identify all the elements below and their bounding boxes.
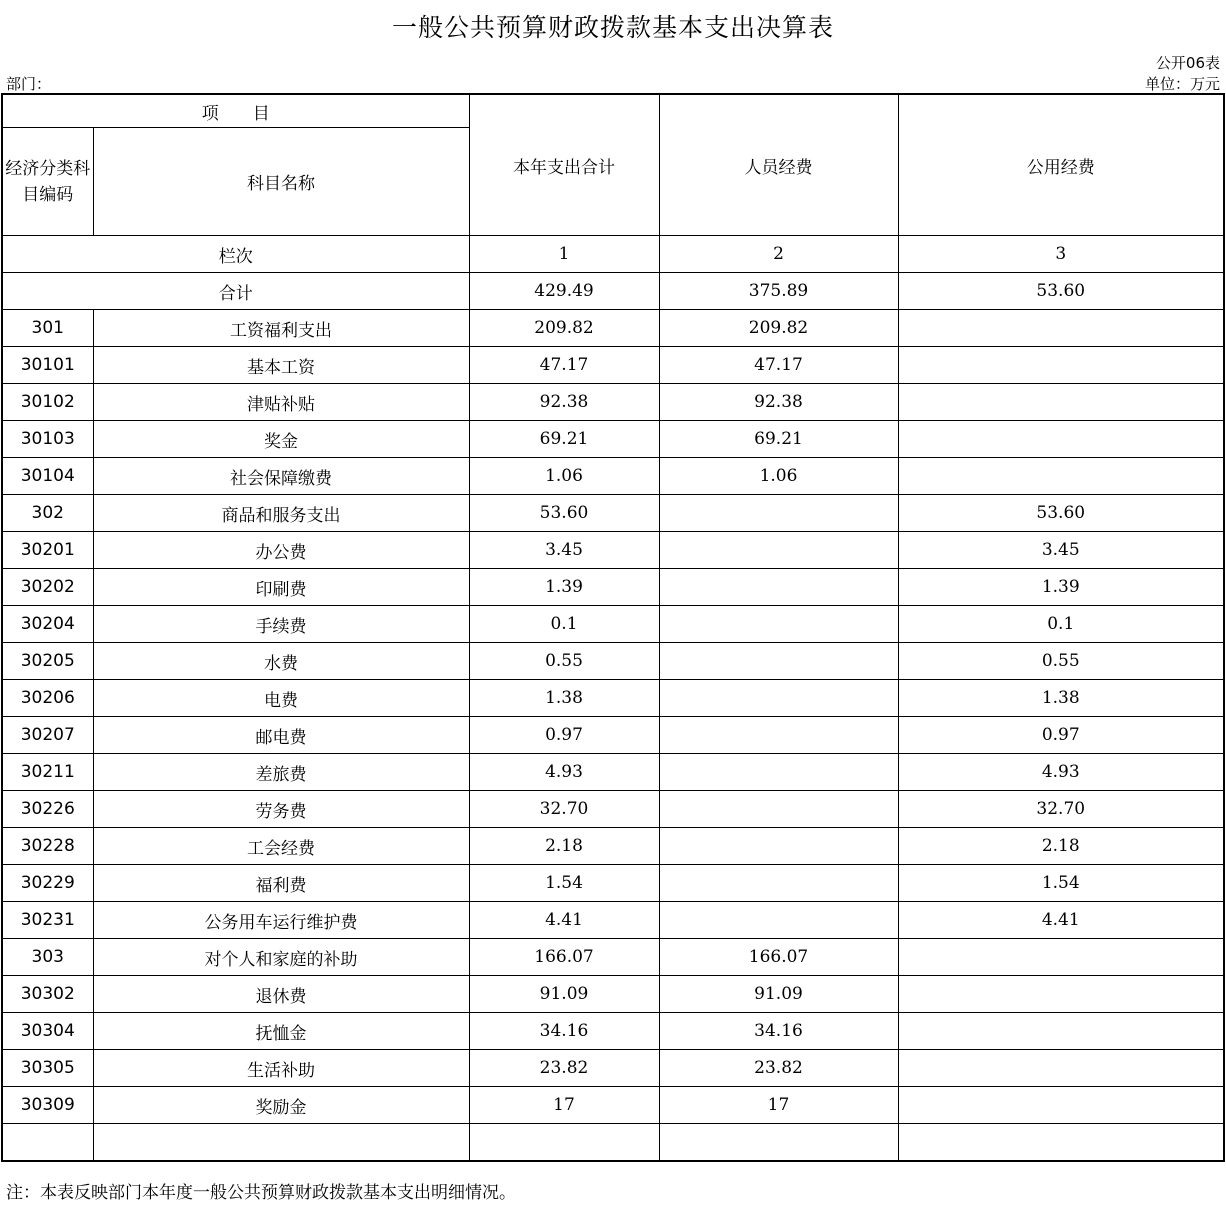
table-code: 公开06表: [1155, 54, 1220, 72]
row-name: 邮电费: [93, 717, 469, 754]
table-row: [2, 532, 1224, 569]
row-total: 17: [469, 1087, 659, 1124]
row-personnel: [659, 902, 898, 939]
row-public: [898, 1013, 1224, 1050]
row-public: [898, 310, 1224, 347]
row-personnel: 69.21: [659, 421, 898, 458]
row-code: 30229: [2, 865, 93, 902]
row-code: 30231: [2, 902, 93, 939]
row-personnel: [659, 569, 898, 606]
row-personnel: 23.82: [659, 1050, 898, 1087]
row-code: 30304: [2, 1013, 93, 1050]
row-total: 2.18: [469, 828, 659, 865]
table-row: [2, 902, 1224, 939]
sum-label: 合计: [2, 273, 469, 310]
row-public: 53.60: [898, 495, 1224, 532]
row-total: 4.41: [469, 902, 659, 939]
row-code: 30226: [2, 791, 93, 828]
row-personnel: [659, 717, 898, 754]
row-name: 津贴补贴: [93, 384, 469, 421]
unit-label: 单位：万元: [1144, 75, 1220, 93]
row-name: 福利费: [93, 865, 469, 902]
header-code: 经济分类科目编码: [2, 128, 93, 236]
blank-cell: [659, 1124, 898, 1162]
row-name: 奖金: [93, 421, 469, 458]
row-personnel: 166.07: [659, 939, 898, 976]
row-code: 30202: [2, 569, 93, 606]
page-title: 一般公共预算财政拨款基本支出决算表: [391, 13, 834, 42]
row-total: 92.38: [469, 384, 659, 421]
row-personnel: 209.82: [659, 310, 898, 347]
sum-total: 429.49: [469, 273, 659, 310]
table-row: [2, 1050, 1224, 1087]
row-code: 30204: [2, 606, 93, 643]
row-public: 4.93: [898, 754, 1224, 791]
header-name: 科目名称: [93, 128, 469, 236]
row-total: 1.39: [469, 569, 659, 606]
row-personnel: [659, 680, 898, 717]
row-code: 30102: [2, 384, 93, 421]
row-code: 30104: [2, 458, 93, 495]
row-personnel: [659, 828, 898, 865]
row-code: 30206: [2, 680, 93, 717]
row-personnel: 91.09: [659, 976, 898, 1013]
table-row: [2, 865, 1224, 902]
row-public: 3.45: [898, 532, 1224, 569]
table-row: [2, 976, 1224, 1013]
row-personnel: [659, 495, 898, 532]
blank-cell: [898, 1124, 1224, 1162]
row-total: 3.45: [469, 532, 659, 569]
row-code: 303: [2, 939, 93, 976]
row-total: 0.1: [469, 606, 659, 643]
row-total: 1.38: [469, 680, 659, 717]
row-name: 社会保障缴费: [93, 458, 469, 495]
row-public: 1.54: [898, 865, 1224, 902]
row-name: 劳务费: [93, 791, 469, 828]
row-public: [898, 939, 1224, 976]
row-personnel: [659, 754, 898, 791]
header-personnel: 人员经费: [659, 94, 898, 236]
row-code: 30207: [2, 717, 93, 754]
column-number-row: [2, 236, 1224, 273]
row-public: [898, 421, 1224, 458]
row-total: 34.16: [469, 1013, 659, 1050]
column-number-2: 2: [659, 236, 898, 273]
blank-cell: [469, 1124, 659, 1162]
sum-personnel: 375.89: [659, 273, 898, 310]
table-row: [2, 828, 1224, 865]
row-code: 30103: [2, 421, 93, 458]
table-row: [2, 643, 1224, 680]
row-name: 电费: [93, 680, 469, 717]
row-personnel: 47.17: [659, 347, 898, 384]
row-public: [898, 976, 1224, 1013]
row-total: 47.17: [469, 347, 659, 384]
row-name: 对个人和家庭的补助: [93, 939, 469, 976]
header-row-1: [2, 94, 1224, 128]
row-name: 奖励金: [93, 1087, 469, 1124]
blank-cell: [93, 1124, 469, 1162]
row-code: 302: [2, 495, 93, 532]
row-personnel: 34.16: [659, 1013, 898, 1050]
row-name: 抚恤金: [93, 1013, 469, 1050]
row-total: 1.06: [469, 458, 659, 495]
sum-public: 53.60: [898, 273, 1224, 310]
row-public: 0.1: [898, 606, 1224, 643]
row-public: [898, 384, 1224, 421]
row-personnel: [659, 791, 898, 828]
row-personnel: [659, 532, 898, 569]
row-personnel: [659, 865, 898, 902]
table-row: [2, 458, 1224, 495]
table-row: [2, 1087, 1224, 1124]
table-row: [2, 1013, 1224, 1050]
column-number-1: 1: [469, 236, 659, 273]
row-total: 32.70: [469, 791, 659, 828]
sum-row: [2, 273, 1224, 310]
row-name: 差旅费: [93, 754, 469, 791]
row-code: 30309: [2, 1087, 93, 1124]
row-public: 32.70: [898, 791, 1224, 828]
table-note: 注：本表反映部门本年度一般公共预算财政拨款基本支出明细情况。: [6, 1183, 516, 1203]
row-code: 30305: [2, 1050, 93, 1087]
row-total: 23.82: [469, 1050, 659, 1087]
row-public: [898, 347, 1224, 384]
column-number-label: 栏次: [2, 236, 469, 273]
row-code: 301: [2, 310, 93, 347]
row-public: 1.38: [898, 680, 1224, 717]
row-total: 4.93: [469, 754, 659, 791]
row-public: [898, 458, 1224, 495]
row-name: 基本工资: [93, 347, 469, 384]
row-public: 4.41: [898, 902, 1224, 939]
department-label: 部门：: [6, 75, 52, 93]
row-total: 69.21: [469, 421, 659, 458]
column-number-3: 3: [898, 236, 1224, 273]
row-public: 0.55: [898, 643, 1224, 680]
blank-row: [2, 1124, 1224, 1162]
row-name: 商品和服务支出: [93, 495, 469, 532]
row-total: 91.09: [469, 976, 659, 1013]
row-code: 30211: [2, 754, 93, 791]
row-personnel: [659, 643, 898, 680]
row-name: 水费: [93, 643, 469, 680]
row-total: 0.55: [469, 643, 659, 680]
row-name: 办公费: [93, 532, 469, 569]
row-name: 手续费: [93, 606, 469, 643]
row-public: [898, 1087, 1224, 1124]
table-row: [2, 347, 1224, 384]
row-public: 2.18: [898, 828, 1224, 865]
row-code: 30302: [2, 976, 93, 1013]
row-public: 0.97: [898, 717, 1224, 754]
table-row: [2, 310, 1224, 347]
row-personnel: 1.06: [659, 458, 898, 495]
row-name: 生活补助: [93, 1050, 469, 1087]
row-total: 166.07: [469, 939, 659, 976]
table-row: [2, 939, 1224, 976]
header-public: 公用经费: [898, 94, 1224, 236]
row-personnel: 92.38: [659, 384, 898, 421]
header-total: 本年支出合计: [469, 94, 659, 236]
table-row: [2, 606, 1224, 643]
row-code: 30205: [2, 643, 93, 680]
table-row: [2, 421, 1224, 458]
row-personnel: 17: [659, 1087, 898, 1124]
table-row: [2, 384, 1224, 421]
table-row: [2, 717, 1224, 754]
expenditure-table: [1, 93, 1225, 1162]
row-code: 30201: [2, 532, 93, 569]
row-name: 工资福利支出: [93, 310, 469, 347]
row-code: 30101: [2, 347, 93, 384]
row-public: [898, 1050, 1224, 1087]
header-item: 项 目: [2, 94, 469, 128]
table-row: [2, 791, 1224, 828]
row-name: 印刷费: [93, 569, 469, 606]
row-total: 1.54: [469, 865, 659, 902]
table-row: [2, 754, 1224, 791]
row-total: 0.97: [469, 717, 659, 754]
row-personnel: [659, 606, 898, 643]
row-name: 公务用车运行维护费: [93, 902, 469, 939]
row-code: 30228: [2, 828, 93, 865]
table-row: [2, 495, 1224, 532]
row-name: 工会经费: [93, 828, 469, 865]
blank-cell: [2, 1124, 93, 1162]
row-total: 209.82: [469, 310, 659, 347]
table-row: [2, 680, 1224, 717]
row-name: 退休费: [93, 976, 469, 1013]
row-public: 1.39: [898, 569, 1224, 606]
row-total: 53.60: [469, 495, 659, 532]
table-row: [2, 569, 1224, 606]
